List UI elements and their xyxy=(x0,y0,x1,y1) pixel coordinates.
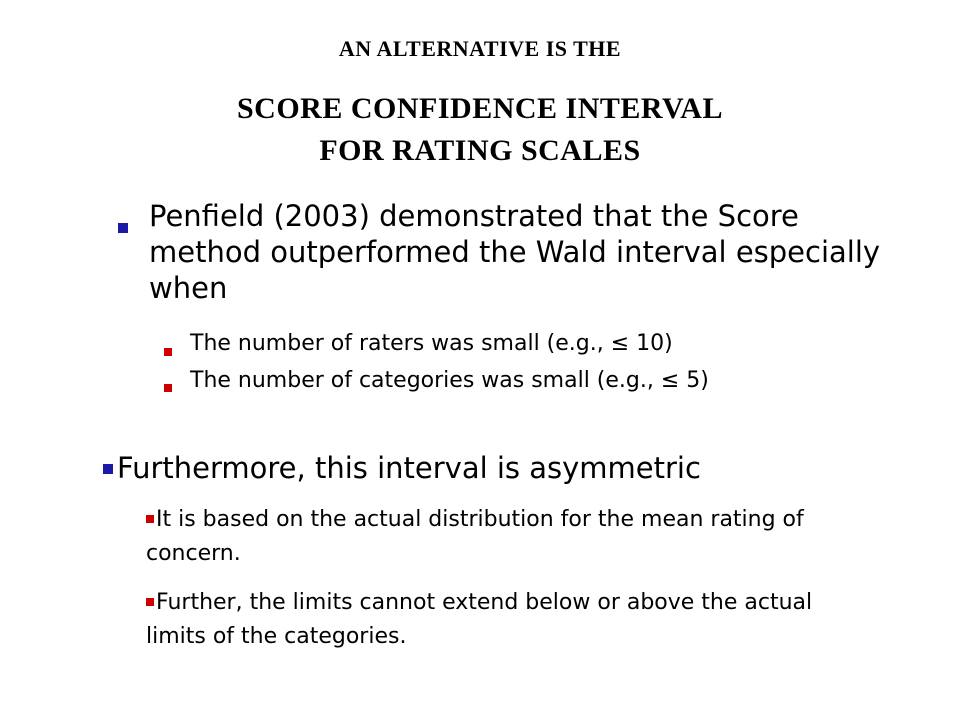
sub-bullet-square-icon xyxy=(164,384,172,392)
bullet-square-icon xyxy=(118,223,128,233)
bullet-square-icon xyxy=(103,464,113,474)
bullet-text-penfield: Penfield (2003) demonstrated that the Score method outperformed the Wald interval especially when xyxy=(149,199,881,305)
sub-bullet-limits xyxy=(146,586,866,654)
slide-title xyxy=(0,88,960,172)
sub-bullet-distribution-text: It is based on the actual distribution for the mean rating of concern. xyxy=(146,507,804,566)
sub-bullet-square-icon xyxy=(146,598,154,606)
sub-bullet-distribution xyxy=(146,503,866,571)
sub-bullet-raters: The number of raters was small (e.g., ≤ 10) xyxy=(190,331,673,356)
sub-bullet-square-icon xyxy=(146,515,154,523)
sub-bullet-square-icon xyxy=(164,348,172,356)
slide-title-line-2: SCORE CONFIDENCE INTERVAL xyxy=(237,92,723,125)
sub-bullet-categories: The number of categories was small (e.g., ≤ 5) xyxy=(190,368,709,393)
slide-title-line-3: FOR RATING SCALES xyxy=(319,134,641,167)
sub-bullet-limits-text: Further, the limits cannot extend below or above the actual limits of the categories. xyxy=(146,590,813,649)
slide-title-line-1: AN ALTERNATIVE IS THE xyxy=(338,36,622,61)
bullet-text-asymmetric: Furthermore, this interval is asymmetric xyxy=(117,451,701,485)
